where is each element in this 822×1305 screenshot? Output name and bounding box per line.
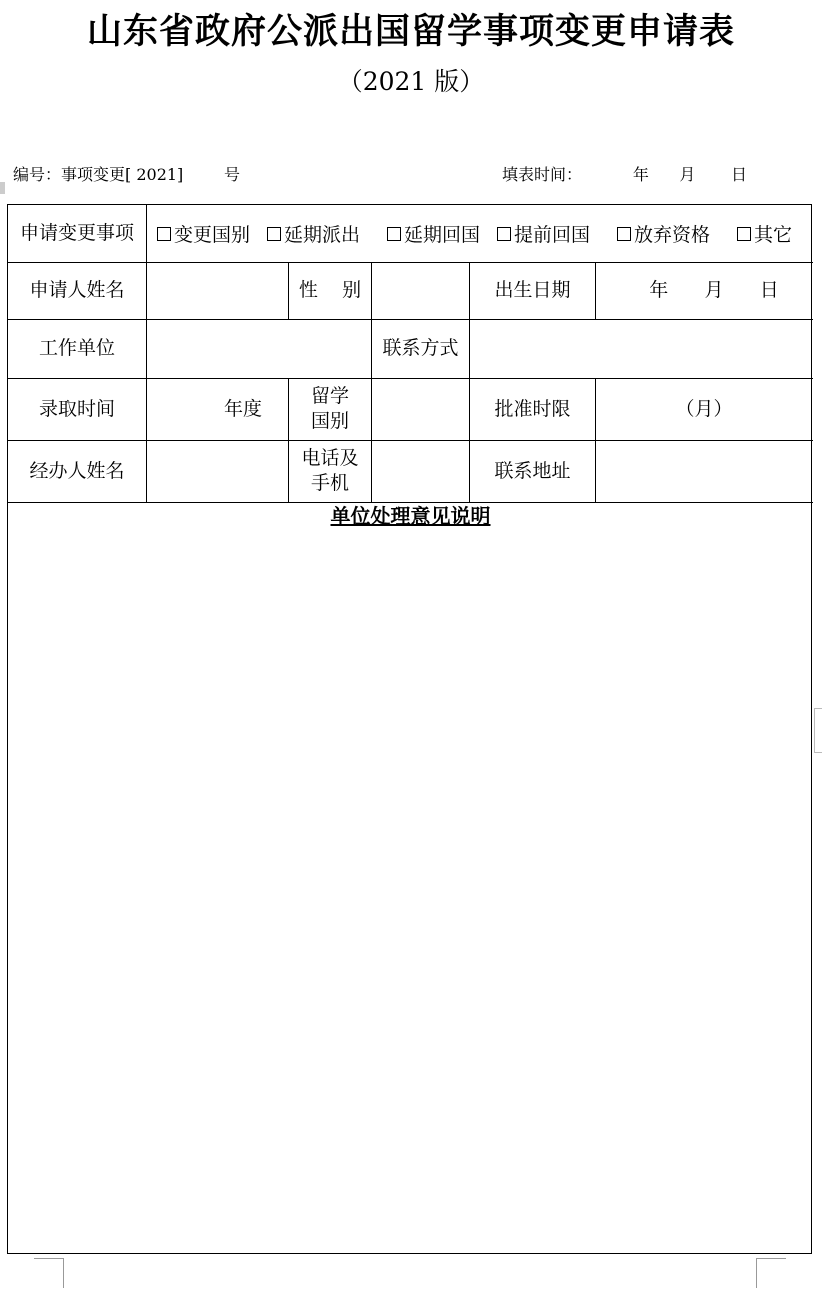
- form-number: 编号：事项变更[ 2021] 号: [13, 165, 240, 184]
- application-form: [7, 204, 812, 1254]
- opinion-section-title: 单位处理意见说明: [330, 504, 491, 528]
- page-corner-mark: [34, 1258, 64, 1288]
- checkbox-icon[interactable]: [737, 227, 751, 241]
- option-other[interactable]: 其它: [737, 220, 792, 247]
- fill-date: 填表时间： 年 月 日: [502, 165, 747, 184]
- admission-year-field[interactable]: 年度: [223, 397, 262, 420]
- phone-field[interactable]: [372, 440, 469, 502]
- checkbox-icon[interactable]: [387, 227, 401, 241]
- contact-field[interactable]: [470, 319, 812, 378]
- contact-label: 联系方式: [382, 337, 459, 359]
- handler-name-field[interactable]: [147, 440, 288, 502]
- page-corner-mark: [756, 1258, 786, 1288]
- gender-field[interactable]: [372, 262, 469, 319]
- change-options: [147, 205, 812, 262]
- phone-label: 电话及手机: [301, 447, 359, 494]
- applicant-name-field[interactable]: [147, 262, 288, 319]
- birth-date-label: 出生日期: [494, 279, 571, 301]
- option-abandon[interactable]: 放弃资格: [617, 220, 710, 247]
- address-label: 联系地址: [494, 459, 571, 482]
- page-subtitle: （2021 版）: [337, 67, 485, 96]
- admission-time-label: 录取时间: [38, 397, 115, 420]
- margin-marker: [814, 708, 822, 709]
- address-field[interactable]: [596, 440, 812, 502]
- work-unit-label: 工作单位: [38, 337, 115, 359]
- option-delay-return[interactable]: 延期回国: [387, 220, 480, 247]
- checkbox-icon[interactable]: [267, 227, 281, 241]
- checkbox-icon[interactable]: [617, 227, 631, 241]
- applicant-name-label: 申请人姓名: [29, 279, 125, 301]
- page-title: 山东省政府公派出国留学事项变更申请表: [86, 11, 735, 52]
- gender-label: 性 别: [298, 279, 362, 301]
- study-country-field[interactable]: [372, 378, 469, 440]
- birth-date-field[interactable]: 年 月 日: [649, 279, 779, 301]
- study-country-label: 留学国别: [310, 385, 349, 432]
- checkbox-icon[interactable]: [497, 227, 511, 241]
- work-unit-field[interactable]: [147, 319, 371, 378]
- option-early-return[interactable]: 提前回国: [497, 220, 590, 247]
- approved-period-label: 批准时限: [494, 397, 571, 420]
- change-item-label: 申请变更事项: [19, 222, 134, 244]
- handler-name-label: 经办人姓名: [29, 459, 125, 482]
- option-change-country[interactable]: 变更国别: [157, 220, 250, 247]
- option-delay-departure[interactable]: 延期派出: [267, 220, 360, 247]
- margin-marker: [814, 752, 822, 753]
- margin-marker: [814, 708, 815, 753]
- checkbox-icon[interactable]: [157, 227, 171, 241]
- approved-period-field[interactable]: （月）: [675, 397, 733, 420]
- opinion-text-area[interactable]: [8, 535, 812, 1253]
- margin-marker: [0, 182, 5, 194]
